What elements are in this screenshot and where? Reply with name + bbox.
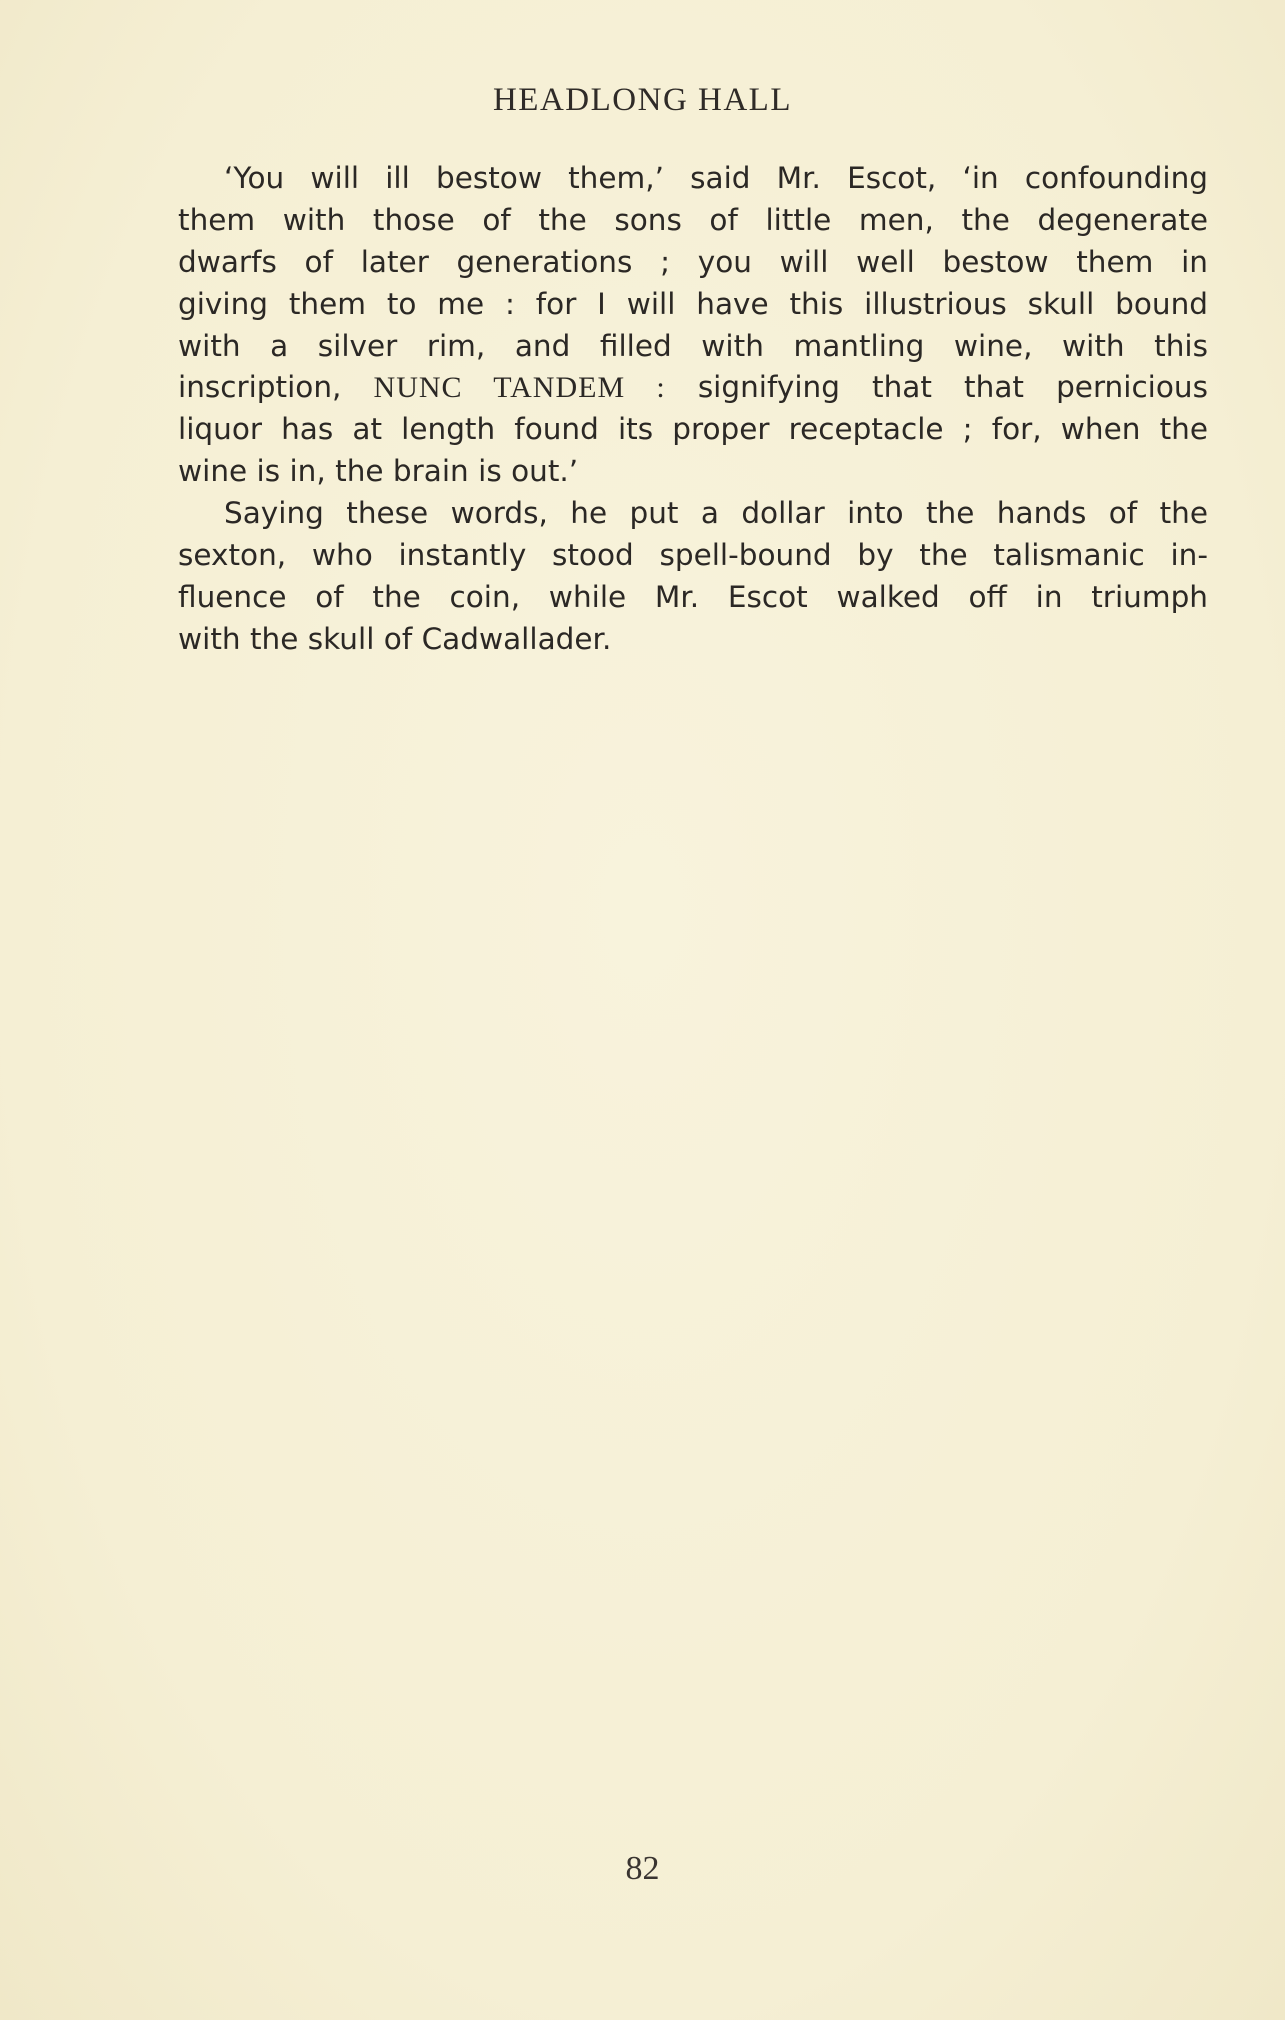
text-line: sexton, who instantly stood spell-bound by the talismanic in- bbox=[178, 538, 1208, 573]
page-number: 82 bbox=[625, 1850, 660, 1887]
running-title: HEADLONG HALL bbox=[492, 82, 793, 118]
body-text bbox=[178, 158, 1208, 661]
inscription-text: NUNC TANDEM : bbox=[373, 371, 666, 405]
paragraph bbox=[178, 493, 1208, 661]
text-line: Saying these words, he put a dollar into the hands of the bbox=[224, 496, 1208, 531]
inscription-tail: signifying that that pernicious bbox=[697, 370, 1208, 405]
text-line: with a silver rim, and filled with mantling wine, with this bbox=[178, 328, 1208, 363]
text-line: ‘You will ill bestow them,’ said Mr. Escot, ‘in confounding bbox=[224, 161, 1208, 195]
text-line: dwarfs of later generations ; you will well bestow them in bbox=[178, 244, 1208, 279]
inscription-lead: inscription, bbox=[178, 370, 342, 405]
text-line: liquor has at length found its proper receptacle ; for, when the bbox=[178, 412, 1208, 447]
text-line: with the skull of Cadwallader. bbox=[178, 621, 612, 656]
text-line: fluence of the coin, while Mr. Escot walked off in triumph bbox=[178, 579, 1208, 614]
text-line: giving them to me : for I will have this illustrious skull bound bbox=[178, 286, 1208, 321]
text-line: wine is in, the brain is out.’ bbox=[178, 454, 579, 489]
paragraph bbox=[178, 158, 1208, 493]
text-line: them with those of the sons of little men, the degenerate bbox=[178, 202, 1208, 237]
text-line-inscription bbox=[178, 367, 1208, 409]
